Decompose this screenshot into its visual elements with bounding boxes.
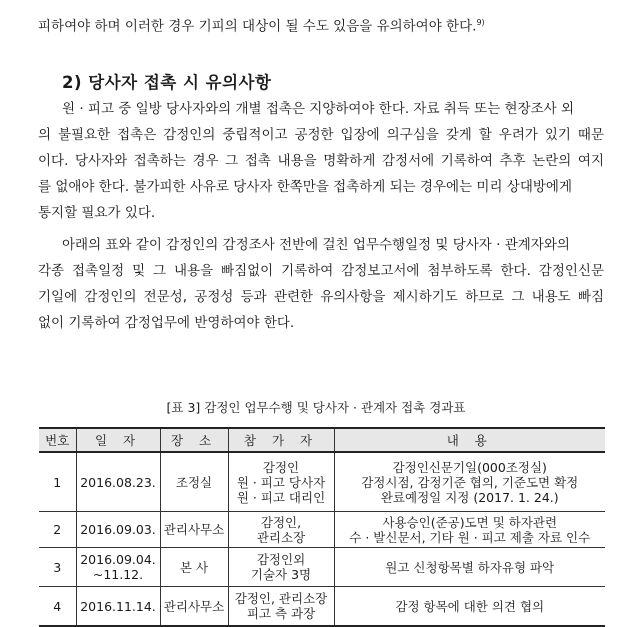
participant-line: 기술자 3명: [250, 567, 312, 582]
cell-participants: [228, 452, 334, 512]
cell-number: 3: [39, 548, 76, 587]
table-row: [39, 548, 605, 587]
cell-date: [76, 452, 160, 512]
date-line: ~11.12.: [92, 567, 144, 582]
contact-log-table: [39, 427, 605, 627]
participant-line: 감정인외: [256, 552, 306, 567]
table-row: [39, 587, 605, 627]
cell-content: [334, 587, 605, 627]
footnote-marker: 9): [476, 18, 485, 27]
table-header-row: [39, 428, 605, 452]
cell-number: 2: [39, 512, 76, 548]
table-caption: [표 3] 감정인 업무수행 및 당사자 · 관계자 접촉 경과표: [166, 400, 466, 415]
date-line: 2016.08.23.: [80, 474, 156, 490]
participant-line: 원 · 피고 대리인: [236, 489, 326, 505]
cell-date: [76, 512, 160, 548]
paragraph-line: 없이 기록하여 감정업무에 반영하여야 한다.: [38, 315, 295, 331]
cell-place: 본 사: [160, 548, 228, 587]
table-row: [39, 512, 605, 548]
cell-date: [76, 587, 160, 627]
content-line: 감정시점, 감정기준 협의, 기준도면 확정: [361, 474, 579, 490]
content-line: 수 · 발신문서, 기타 원 · 피고 제출 자료 인수: [349, 529, 591, 545]
content-line: 완료예정일 지정 (2017. 1. 24.): [380, 489, 559, 505]
cell-content: [334, 512, 605, 548]
paragraph-line: 의 불필요한 접촉은 감정인의 중립적이고 공정한 입장에 의구심을 갖게 할 우려가 있기 때문: [38, 127, 604, 143]
date-line: 2016.11.14.: [80, 598, 156, 614]
content-line: 감정인신문기일(000조정실): [392, 459, 547, 475]
cell-number: 4: [39, 587, 76, 627]
header-place: 장 소: [160, 428, 228, 452]
content-line: 원고 신청항목별 하자유형 파악: [385, 559, 555, 575]
cell-place: 조정실: [160, 452, 228, 512]
participant-line: 감정인, 관리소장: [234, 591, 328, 606]
intro-sentence: 피하여야 하며 이러한 경우 기피의 대상이 될 수도 있음을 유의하여야 한다.: [38, 18, 477, 35]
participant-line: 관리소장: [256, 529, 306, 545]
paragraph-line: 각종 접촉일정 및 그 내용을 빠짐없이 기록하여 감정보고서에 첨부하도록 한다. 감정인신문: [38, 263, 604, 279]
intro-text: [38, 14, 485, 36]
cell-content: [334, 452, 605, 512]
cell-place: 관리사무소: [160, 587, 228, 627]
header-participants: 참 가 자: [228, 428, 334, 452]
cell-participants: [228, 587, 334, 627]
paragraph-line: 를 없애야 한다. 불가피한 사유로 당사자 한쪽만을 접촉하게 되는 경우에는 미리 상대방에게: [38, 179, 573, 195]
header-content: 내 용: [334, 428, 605, 452]
table-row: [39, 452, 605, 512]
participant-line: 감정인,: [260, 514, 302, 530]
content-line: 사용승인(준공)도면 및 하자관련: [382, 514, 558, 530]
date-line: 2016.09.04.: [80, 552, 156, 567]
paragraph-line: 아래의 표와 같이 감정인의 감정조사 전반에 걸친 업무수행일정 및 당사자 · 관계자와의: [62, 237, 570, 253]
header-number: 번호: [39, 428, 76, 452]
section-heading: 2) 당사자 접촉 시 유의사항: [62, 73, 272, 92]
paragraph-line: 통지할 필요가 있다.: [38, 205, 156, 221]
cell-content: [334, 548, 605, 587]
paragraph-line: 이다. 당사자와 접촉하는 경우 그 접촉 내용을 명확하게 감정서에 기록하여 추후 논란의 여지: [38, 153, 604, 169]
date-line: 2016.09.03.: [80, 522, 156, 537]
cell-place: 관리사무소: [160, 512, 228, 548]
participant-line: 원 · 피고 당사자: [236, 474, 326, 490]
cell-participants: [228, 548, 334, 587]
cell-participants: [228, 512, 334, 548]
paragraph-line: 기일에 감정인의 전문성, 공정성 등과 관련한 유의사항을 제시하기도 하므로 그 내용도 빠짐: [38, 289, 604, 305]
cell-number: 1: [39, 452, 76, 512]
participant-line: 감정인: [262, 459, 300, 475]
header-date: 일 자: [76, 428, 160, 452]
participant-line: 피고 측 과장: [246, 606, 316, 621]
content-line: 감정 항목에 대한 의견 협의: [395, 598, 545, 614]
cell-date: [76, 548, 160, 587]
paragraph-line: 원 · 피고 중 일방 당사자와의 개별 접촉은 지양하여야 한다. 자료 취득 또는 현장조사 외: [62, 101, 575, 117]
